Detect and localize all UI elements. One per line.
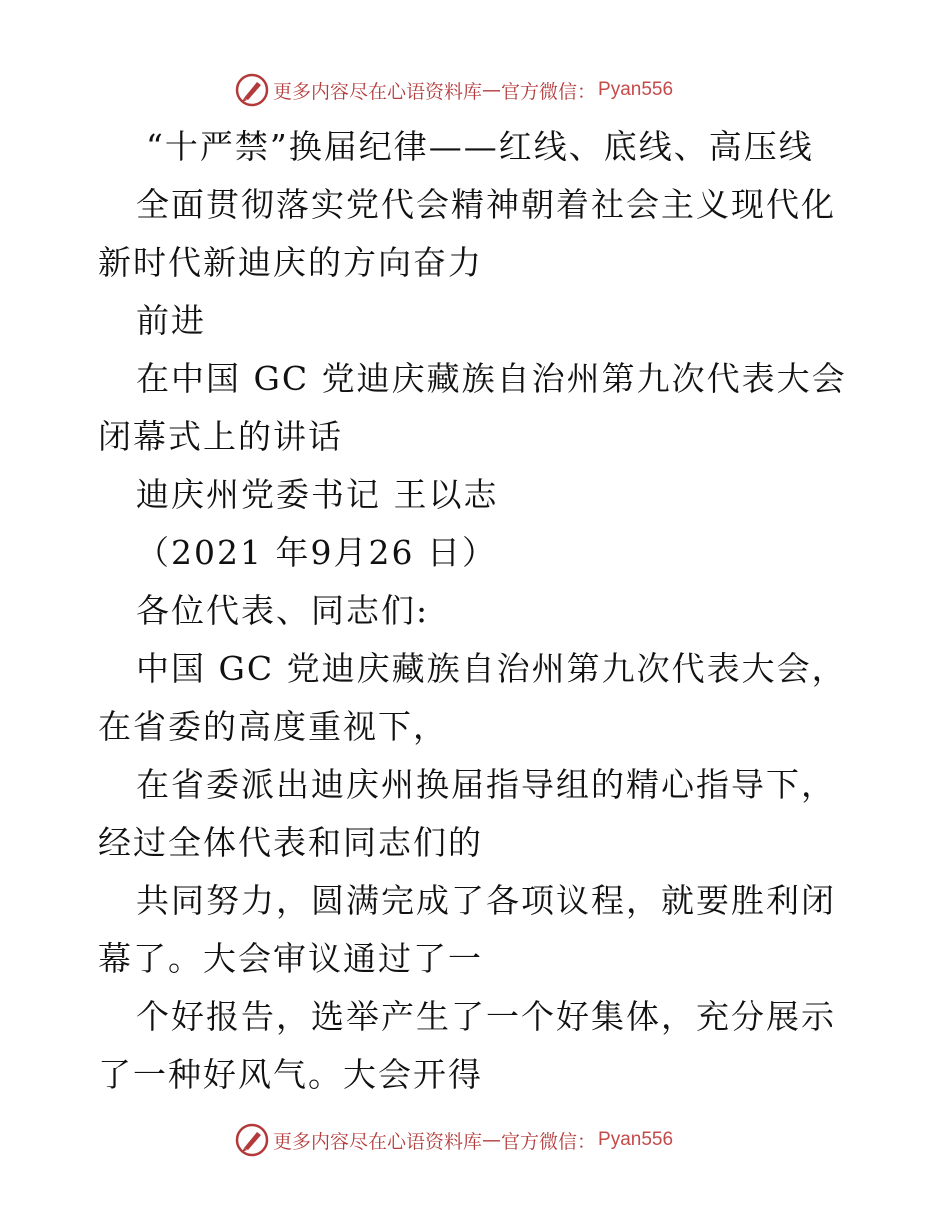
paragraph: 全面贯彻落实党代会精神朝着社会主义现代化新时代新迪庆的方向奋力	[98, 185, 836, 282]
paragraph: 前进	[136, 301, 206, 340]
quill-pen-logo-icon	[235, 73, 269, 107]
document-title: “十严禁”换届纪律——红线、底线、高压线	[146, 127, 814, 166]
banner-wechat-label: 官方微信：	[501, 80, 597, 103]
banner-separator: —	[482, 1129, 502, 1151]
paragraph: 共同努力，圆满完成了各项议程，就要胜利闭幕了。大会审议通过了一	[98, 881, 836, 978]
banner-wechat-label: 官方微信：	[501, 1130, 597, 1153]
document-body	[98, 118, 854, 1104]
salutation: 各位代表、同志们:	[136, 591, 430, 630]
paragraph: 在省委派出迪庆州换届指导组的精心指导下，经过全体代表和同志们的	[98, 765, 836, 862]
banner-main-text: 更多内容尽在心语资料库	[273, 80, 483, 103]
footer-banner	[235, 1122, 673, 1158]
banner-main-text: 更多内容尽在心语资料库	[273, 1130, 483, 1153]
quill-pen-logo-icon	[235, 1123, 269, 1157]
paragraph: 个好报告，选举产生了一个好集体，充分展示了一种好风气。大会开得	[98, 997, 836, 1094]
banner-wechat-id: Pyan556	[598, 79, 674, 100]
speaker-line: 迪庆州党委书记 王以志	[136, 475, 499, 514]
banner-wechat-id: Pyan556	[598, 1129, 674, 1150]
date-line: （2021 年9月26 日）	[136, 533, 497, 572]
paragraph: 中国 GC 党迪庆藏族自治州第九次代表大会，在省委的高度重视下，	[98, 649, 847, 746]
paragraph: 在中国 GC 党迪庆藏族自治州第九次代表大会闭幕式上的讲话	[98, 359, 847, 456]
header-banner	[235, 72, 673, 108]
banner-separator: —	[482, 79, 502, 101]
